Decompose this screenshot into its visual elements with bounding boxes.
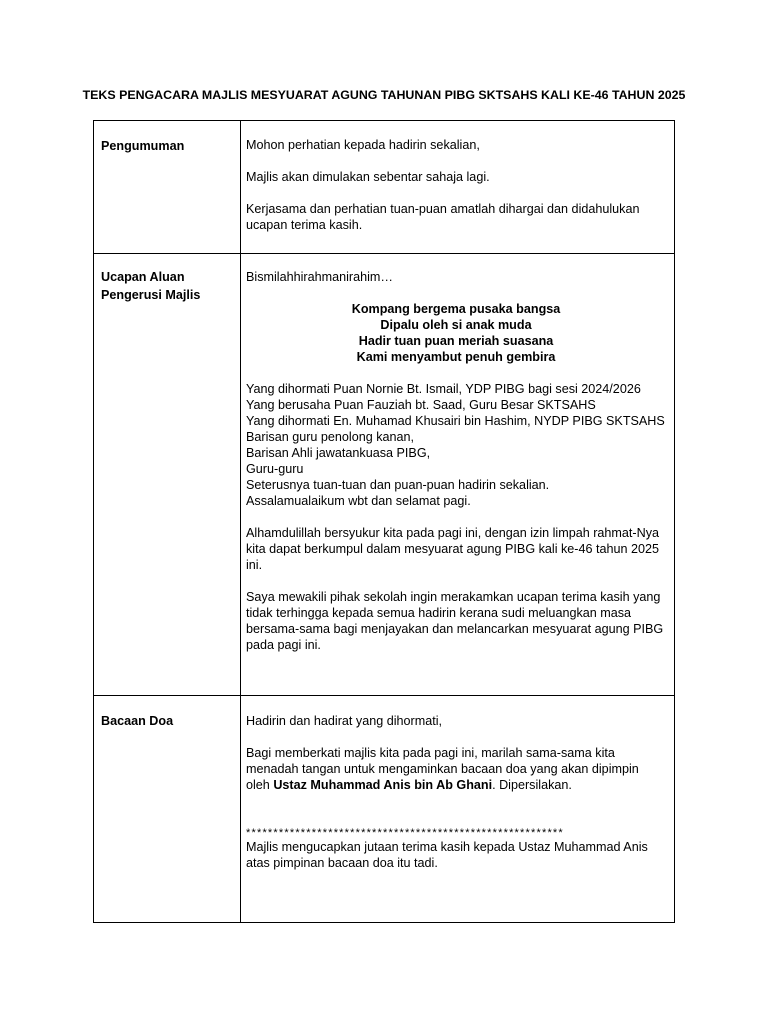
greeting: Bismilahhirahmanirahim… xyxy=(246,270,393,284)
salutation-list xyxy=(246,381,666,509)
salutation-line: Yang dihormati Puan Nornie Bt. Ismail, YDP PIBG bagi sesi 2024/2026 xyxy=(246,382,641,396)
paragraph: Alhamdulillah bersyukur kita pada pagi ini, dengan izin limpah rahmat-Nya kita dapat berkumpul dalam mesyuarat agung PIBG kali ke-46 tahun 2025 ini. xyxy=(246,526,660,572)
paragraph xyxy=(246,745,666,793)
salutation-line: Seterusnya tuan-tuan dan puan-puan hadirin sekalian. xyxy=(246,478,550,492)
row-bacaan-doa xyxy=(94,695,674,922)
pantun xyxy=(246,301,666,365)
row-label-pengumuman: Pengumuman xyxy=(101,139,185,153)
paragraph: Saya mewakili pihak sekolah ingin merakamkan ucapan terima kasih yang tidak terhingga kepada semua hadirin kerana sudi meluangkan masa bersama-sama bagi menjayakan dan melancarkan mesyuarat agung PIBG pada pagi ini. xyxy=(246,590,664,652)
separator-line: ********************************************************** xyxy=(246,827,564,839)
salutation-line: Yang berusaha Puan Fauziah bt. Saad, Guru Besar SKTSAHS xyxy=(246,398,596,412)
pantun-line: Hadir tuan puan meriah suasana xyxy=(358,334,554,348)
row-pengumuman xyxy=(94,121,674,253)
salutation-line: Barisan guru penolong kanan, xyxy=(246,430,415,444)
paragraph: Mohon perhatian kepada hadirin sekalian, xyxy=(246,138,480,152)
pantun-line: Dipalu oleh si anak muda xyxy=(380,318,532,332)
text: . Dipersilakan. xyxy=(492,778,572,792)
row-ucapan-aluan xyxy=(94,253,674,695)
script-table xyxy=(93,120,675,923)
salutation-line: Guru-guru xyxy=(246,462,304,476)
paragraph: Majlis mengucapkan jutaan terima kasih kepada Ustaz Muhammad Anis atas pimpinan bacaan doa itu tadi. xyxy=(246,840,648,870)
row-label-bacaan-doa: Bacaan Doa xyxy=(101,714,174,728)
row-content-ucapan-aluan xyxy=(246,269,666,653)
pantun-line: Kompang bergema pusaka bangsa xyxy=(351,302,561,316)
text: Bagi memberkati majlis kita pada pagi ini, marilah sama-sama kita menadah tangan untuk mengaminkan bacaan doa yang akan dipimpin oleh xyxy=(246,746,639,792)
imam-name: Ustaz Muhammad Anis bin Ab Ghani xyxy=(273,778,493,792)
pantun-line: Kami menyambut penuh gembira xyxy=(356,350,556,364)
row-label-ucapan-aluan: Ucapan Aluan Pengerusi Majlis xyxy=(101,270,201,302)
column-divider xyxy=(240,121,241,253)
salutation-line: Yang dihormati En. Muhamad Khusairi bin Hashim, NYDP PIBG SKTSAHS xyxy=(246,414,665,428)
salutation-line: Barisan Ahli jawatankuasa PIBG, xyxy=(246,446,431,460)
column-divider xyxy=(240,696,241,922)
salutation-line: Assalamualaikum wbt dan selamat pagi. xyxy=(246,494,471,508)
column-divider xyxy=(240,254,241,695)
document-title: TEKS PENGACARA MAJLIS MESYUARAT AGUNG TAHUNAN PIBG SKTSAHS KALI KE-46 TAHUN 2025 xyxy=(82,88,686,102)
paragraph: Kerjasama dan perhatian tuan-puan amatlah dihargai dan didahulukan ucapan terima kasih. xyxy=(246,202,640,232)
paragraph: Majlis akan dimulakan sebentar sahaja lagi. xyxy=(246,170,490,184)
paragraph: Hadirin dan hadirat yang dihormati, xyxy=(246,714,443,728)
row-content-bacaan-doa xyxy=(246,713,666,871)
row-content-pengumuman xyxy=(246,137,666,233)
